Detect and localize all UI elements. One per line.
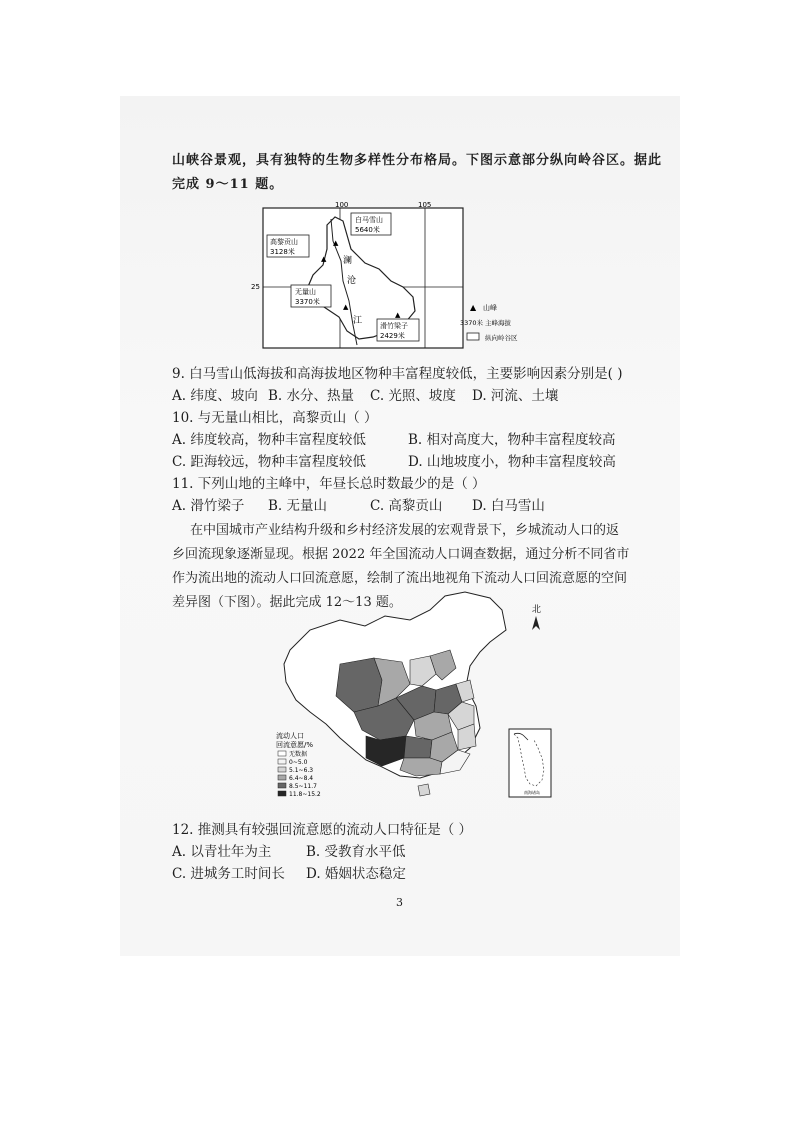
q10-option-c[interactable]: C. 距海较远，物种丰富程度较低 — [172, 454, 366, 470]
legend-peak-icon: ▲ — [470, 303, 477, 312]
q10-option-a[interactable]: A. 纬度较高，物种丰富程度较低 — [172, 432, 366, 448]
legend-swatch-0 — [278, 751, 286, 756]
svg-text:2429米: 2429米 — [380, 332, 405, 340]
peak-label-gaoligong — [267, 235, 309, 257]
q12-option-d[interactable]: D. 婚姻状态稳定 — [306, 866, 406, 882]
page-number: 3 — [396, 896, 403, 909]
q11-option-b[interactable]: B. 无量山 — [268, 498, 328, 514]
svg-text:无量山: 无量山 — [295, 288, 316, 296]
peak-icon-wuliang: ▲ — [343, 303, 349, 311]
peak-icon-gaoligong: ▲ — [321, 255, 327, 263]
intro-line-2: 完成 9～11 题。 — [172, 177, 284, 192]
q11-option-c[interactable]: C. 高黎贡山 — [370, 498, 443, 514]
legend-swatch-3 — [278, 775, 286, 780]
legend-swatch-1 — [278, 759, 286, 764]
legend-label-3: 6.4~8.4 — [289, 775, 314, 782]
question-10: 10. 与无量山相比，高黎贡山（ ） — [172, 410, 378, 426]
peak-label-baima — [351, 213, 391, 235]
inset-label: 南海诸岛 — [524, 790, 540, 795]
legend-title-2: 回流意愿/% — [276, 741, 314, 749]
legend-swatch-4 — [278, 783, 286, 788]
figure1-legend — [460, 303, 518, 342]
svg-text:3370米: 3370米 — [295, 298, 320, 306]
intro-line-1: 山峡谷景观，具有独特的生物多样性分布格局。下图示意部分纵向岭谷区。据此 — [172, 153, 663, 168]
legend-label-1: 0~5.0 — [289, 759, 308, 766]
legend-swatch-5 — [278, 791, 286, 796]
legend-region-label: 纵向岭谷区 — [485, 334, 518, 342]
q12-option-a[interactable]: A. 以青壮年为主 — [172, 844, 272, 860]
q11-option-d[interactable]: D. 白马雪山 — [472, 498, 545, 514]
question-11: 11. 下列山地的主峰中，年昼长总时数最少的是（ ） — [172, 476, 486, 492]
svg-text:北: 北 — [532, 605, 542, 615]
figure2-legend — [276, 731, 321, 798]
q12-option-b[interactable]: B. 受教育水平低 — [306, 844, 406, 860]
intro2-line-2: 乡回流现象逐渐显现。根据 2022 年全国流动人口调查数据，通过分析不同省市 — [172, 547, 630, 562]
south-china-sea-inset — [508, 728, 552, 798]
lat-label-25: 25 — [251, 283, 260, 291]
q10-option-b[interactable]: B. 相对高度大，物种丰富程度较高 — [408, 432, 616, 448]
q9-option-d[interactable]: D. 河流、土壤 — [472, 388, 559, 404]
legend-elev-value: 3370米 — [460, 319, 484, 327]
question-12: 12. 推测具有较强回流意愿的流动人口特征是（ ） — [172, 822, 473, 838]
north-arrow-icon — [532, 603, 541, 630]
peak-icon-huazhu: ▲ — [395, 311, 401, 319]
intro2-line-4: 差异图（下图）。据此完成 12～13 题。 — [172, 595, 402, 610]
region-hainan — [418, 784, 430, 796]
legend-peak-label: 山峰 — [483, 304, 497, 312]
svg-text:高黎贡山: 高黎贡山 — [270, 238, 298, 246]
legend-elev-label: 主峰海拔 — [485, 319, 511, 327]
svg-text:白马雪山: 白马雪山 — [355, 216, 383, 224]
peak-label-wuliang — [291, 285, 331, 307]
legend-title-1: 流动人口 — [276, 732, 304, 740]
peak-label-huazhu — [377, 319, 419, 341]
question-9: 9. 白马雪山低海拔和高海拔地区物种丰富程度较低，主要影响因素分别是( ) — [172, 366, 623, 382]
legend-swatch-2 — [278, 767, 286, 772]
lon-label-105: 105 — [418, 201, 432, 209]
peak-icon-baima: ▲ — [333, 239, 339, 247]
svg-text:5640米: 5640米 — [355, 226, 380, 234]
intro2-line-1: 在中国城市产业结构升级和乡村经济发展的宏观背景下，乡城流动人口的返 — [190, 523, 620, 538]
legend-label-4: 8.5~11.7 — [289, 783, 317, 790]
q9-option-c[interactable]: C. 光照、坡度 — [370, 388, 456, 404]
region-guizhou — [404, 736, 432, 758]
legend-label-5: 11.8~15.2 — [289, 791, 321, 798]
river-char-3: 江 — [353, 316, 363, 326]
q9-option-b[interactable]: B. 水分、热量 — [268, 388, 355, 404]
river-char-2: 沧 — [347, 276, 357, 286]
svg-text:3128米: 3128米 — [270, 248, 295, 256]
q11-option-a[interactable]: A. 滑竹梁子 — [172, 498, 245, 514]
river-char-1: 澜 — [343, 256, 353, 266]
q12-option-c[interactable]: C. 进城务工时间长 — [172, 866, 285, 882]
q9-option-a[interactable]: A. 纬度、坡向 — [172, 388, 258, 404]
legend-label-2: 5.1~6.3 — [289, 767, 314, 774]
range-gorge-map — [251, 201, 545, 355]
q10-option-d[interactable]: D. 山地坡度小，物种丰富程度较高 — [408, 454, 616, 470]
lon-label-100: 100 — [335, 201, 349, 209]
legend-label-0: 无数据 — [289, 751, 308, 758]
svg-text:滑竹梁子: 滑竹梁子 — [380, 322, 408, 330]
intro2-line-3: 作为流出地的流动人口回流意愿，绘制了流出地视角下流动人口回流意愿的空间 — [172, 571, 628, 586]
